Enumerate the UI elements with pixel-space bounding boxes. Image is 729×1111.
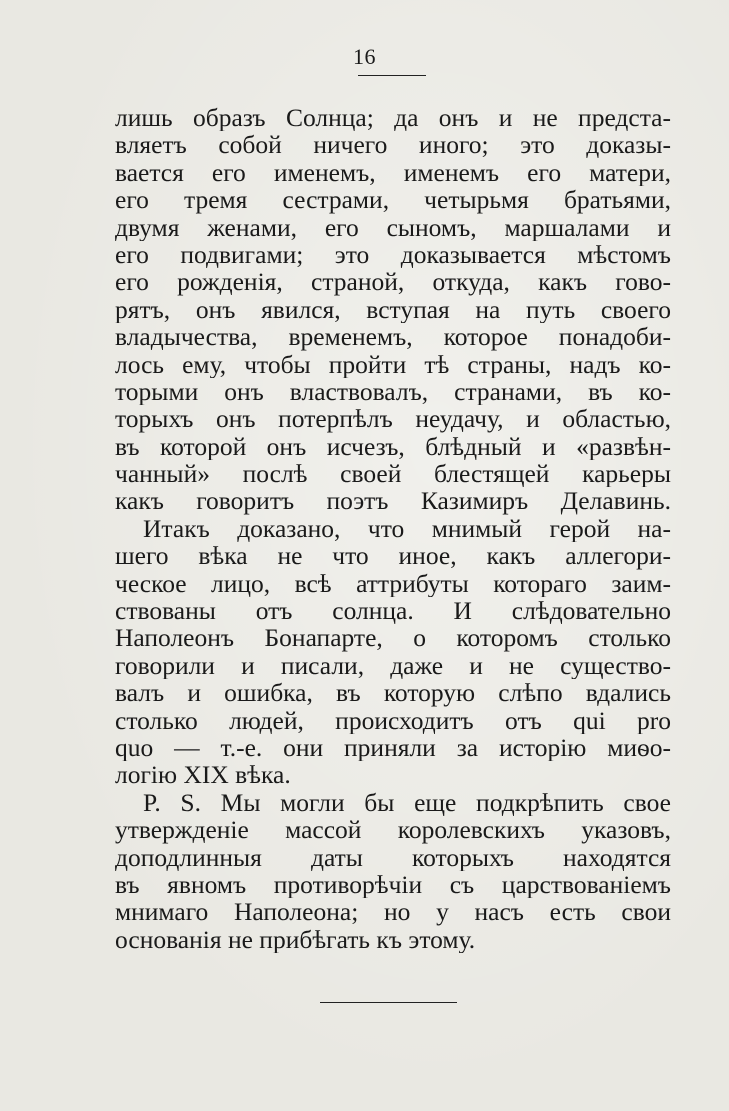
text-line: Итакъ доказано, что мнимый герой на- — [143, 514, 671, 543]
text-line: мнимаго Наполеона; но у насъ есть свои — [115, 898, 671, 926]
text-line: ческое лицо, всѣ аттрибуты котораго заим- — [115, 569, 671, 598]
page-number-rule — [358, 75, 426, 76]
text-line: основанія не прибѣгать къ этому. — [115, 925, 476, 954]
text-line: Наполеонъ Бонапарте, о которомъ столько — [115, 624, 671, 652]
text-line: его тремя сестрами, четырьмя братьями, — [115, 186, 671, 214]
text-line: вается его именемъ, именемъ его матери, — [115, 158, 671, 187]
text-line: доподлинныя даты которыхъ находятся — [115, 843, 671, 871]
body-text — [115, 104, 671, 953]
text-line: какъ говоритъ поэтъ Казимиръ Делавинь. — [115, 487, 671, 515]
text-line: лишь образъ Солнца; да онъ и не предста- — [115, 104, 671, 132]
text-line: лось ему, чтобы пройти тѣ страны, надъ ко- — [115, 350, 671, 378]
text-line: валъ и ошибка, въ которую слѣпо вдались — [115, 679, 671, 707]
text-line: въ явномъ противорѣчіи съ царствованіемъ — [115, 870, 671, 899]
page-number: 16 — [353, 44, 376, 69]
text-line: его рожденія, страной, откуда, какъ гово- — [115, 268, 671, 296]
text-line: столько людей, происходитъ отъ qui pro — [115, 706, 671, 734]
text-line: вляетъ собой ничего иного; это доказы- — [115, 131, 671, 159]
text-line: двумя женами, его сыномъ, маршалами и — [115, 213, 671, 241]
text-line: его подвигами; это доказывается мѣстомъ — [115, 240, 671, 269]
text-line: въ которой онъ исчезъ, блѣдный и «развѣн- — [115, 432, 671, 461]
end-rule — [320, 1002, 457, 1003]
text-line: рятъ, онъ явился, вступая на путь своего — [115, 295, 671, 324]
text-line: логію XIX вѣка. — [115, 761, 291, 789]
text-line: торыхъ онъ потерпѣлъ неудачу, и областью, — [115, 405, 671, 433]
text-line: утвержденіе массой королевскихъ указовъ, — [115, 816, 671, 844]
text-line: чанный» послѣ своей блестящей карьеры — [115, 460, 671, 488]
text-line: торыми онъ властвовалъ, странами, въ ко- — [115, 377, 671, 406]
text-line: владычества, временемъ, которое понадоби- — [115, 323, 671, 351]
text-line: ствованы отъ солнца. И слѣдовательно — [115, 597, 671, 625]
text-line: P. S. Мы могли бы еще подкрѣпить свое — [143, 788, 671, 817]
text-line: шего вѣка не что иное, какъ аллегори- — [115, 542, 671, 570]
text-line: говорили и писали, даже и не существо- — [115, 651, 671, 680]
text-line: quo — т.-е. они приняли за исторію миѳо- — [115, 733, 671, 762]
